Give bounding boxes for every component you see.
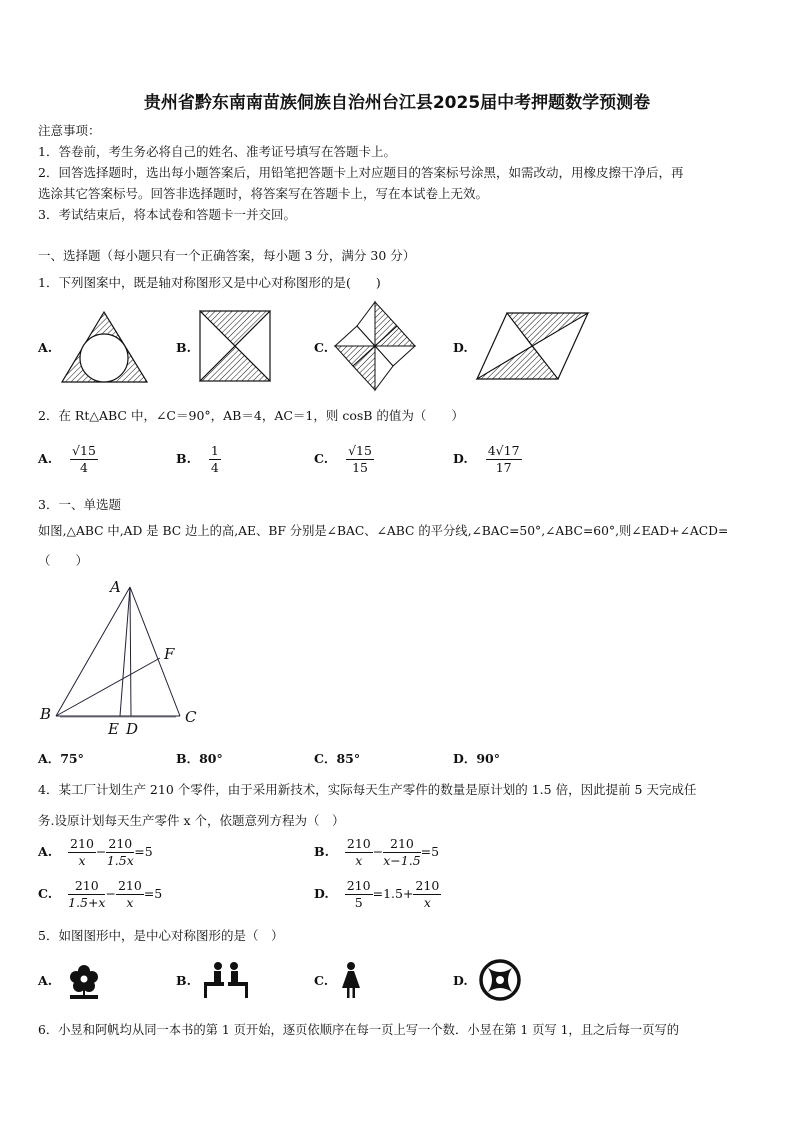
notice-item: 1．答卷前，考生务必将自己的姓名、准考证号填写在答题卡上。 bbox=[38, 144, 396, 159]
q4-b-frac2-num: 210 bbox=[383, 836, 420, 853]
q4-c-rhs: =5 bbox=[143, 886, 163, 901]
circle-x-icon bbox=[481, 961, 519, 999]
q4-d-frac2-num: 210 bbox=[415, 878, 440, 893]
point-label-b: B bbox=[40, 705, 52, 723]
section-heading: 一、选择题（每小题只有一个正确答案，每小题 3 分，满分 30 分） bbox=[38, 248, 416, 263]
point-label-f: F bbox=[164, 645, 175, 663]
q2-d-denominator: 17 bbox=[495, 460, 512, 475]
q2-b-denominator: 4 bbox=[210, 460, 219, 475]
q1-stem: 1．下列图案中，既是轴对称图形又是中心对称图形的是( ) bbox=[38, 275, 381, 290]
q2-b-numerator: 1 bbox=[210, 443, 219, 458]
q5-option-a-label: A. bbox=[38, 973, 53, 988]
q3-stem: 如图,△ABC 中,AD 是 BC 边上的高,AE、BF 分别是∠BAC、∠ABC 的平分线,∠BAC=50°,∠ABC=60°,则∠EAD+∠ACD= bbox=[38, 524, 729, 538]
q4-d-frac1-num: 210 bbox=[346, 878, 371, 893]
q4-b-frac2-den: x−1.5 bbox=[383, 853, 421, 868]
q4-b-frac1-num: 210 bbox=[346, 836, 371, 851]
q1-option-d-label: D. bbox=[453, 340, 468, 355]
q4-option-b-label: B. bbox=[314, 844, 329, 859]
q4-option-d bbox=[314, 878, 441, 911]
q1-figure-c bbox=[335, 302, 415, 390]
q4-b-frac1-den: x bbox=[355, 853, 363, 868]
q4-c-frac2-den: x bbox=[126, 895, 134, 910]
q2-c-denominator: 15 bbox=[352, 460, 368, 475]
q4-a-frac2-num: 210 bbox=[108, 836, 133, 851]
q3-triangle-figure bbox=[56, 587, 180, 717]
q4-a-frac1-num: 210 bbox=[70, 836, 94, 851]
q4-option-b bbox=[314, 836, 439, 869]
q2-option-b bbox=[176, 443, 221, 476]
q2-option-a-label: A. bbox=[38, 451, 53, 466]
q1-figure-a bbox=[62, 312, 147, 382]
q3-blank: （ ） bbox=[38, 553, 89, 568]
q4-option-a bbox=[38, 836, 153, 869]
q4-b-rhs: =5 bbox=[420, 844, 440, 859]
notice-item: 2．回答选择题时，选出每小题答案后，用铅笔把答题卡上对应题目的答案标号涂黑，如需改动，用橡皮擦干净后，再 bbox=[38, 165, 684, 180]
q4-c-operator: − bbox=[105, 886, 116, 901]
q1-option-a-label: A. bbox=[38, 340, 53, 355]
q4-option-c-label: C. bbox=[38, 886, 53, 901]
q4-option-a-label: A. bbox=[38, 844, 53, 859]
point-label-d: D bbox=[126, 720, 139, 738]
notice-item: 3．考试结束后，将本试卷和答题卡一并交回。 bbox=[38, 207, 296, 222]
q3-option-b: B．80° bbox=[176, 751, 223, 766]
point-label-c: C bbox=[185, 708, 197, 726]
q2-c-numerator: √15 bbox=[348, 443, 372, 458]
q4-c-frac1-num: 210 bbox=[68, 878, 105, 895]
q1-option-b-label: B. bbox=[176, 340, 191, 355]
q2-option-b-label: B. bbox=[176, 451, 191, 466]
woman-icon bbox=[342, 962, 360, 998]
q2-option-d bbox=[453, 443, 522, 476]
q4-c-frac1-den: 1.5+x bbox=[68, 895, 106, 910]
q4-option-c bbox=[38, 878, 162, 911]
q4-b-operator: − bbox=[372, 844, 384, 859]
q4-d-frac2-den: x bbox=[423, 895, 431, 910]
q4-c-frac2-num: 210 bbox=[117, 878, 142, 893]
point-label-a: A bbox=[110, 578, 121, 596]
q4-option-d-label: D. bbox=[314, 886, 329, 901]
q4-a-frac1-den: x bbox=[78, 853, 86, 868]
point-label-e: E bbox=[108, 720, 119, 738]
flower-icon bbox=[70, 965, 98, 999]
q5-stem: 5．如图图形中，是中心对称图形的是（ ） bbox=[38, 928, 284, 943]
page-title: 贵州省黔东南南苗族侗族自治州台江县2025届中考押题数学预测卷 bbox=[143, 93, 651, 113]
notice-heading: 注意事项： bbox=[38, 123, 101, 138]
q1-figure-b bbox=[200, 311, 270, 381]
notice-item: 选涂其它答案标号。回答非选择题时，将答案写在答题卡上，写在本试卷上无效。 bbox=[38, 186, 489, 201]
q3-header: 3．一、单选题 bbox=[38, 497, 121, 512]
q4-a-frac2-den: 1.5x bbox=[106, 853, 134, 868]
q4-a-rhs: =5 bbox=[134, 844, 153, 859]
q2-a-denominator: 4 bbox=[80, 460, 88, 475]
q4-stem-line1: 4．某工厂计划生产 210 个零件，由于采用新技术，实际每天生产零件的数量是原计划的 1.5 倍，因此提前 5 天完成任 bbox=[38, 782, 697, 797]
q5-option-b-label: B. bbox=[176, 973, 191, 988]
q3-option-a: A．75° bbox=[38, 751, 84, 766]
q2-a-numerator: √15 bbox=[72, 443, 96, 458]
q1-option-c-label: C. bbox=[314, 340, 329, 355]
q5-option-c-label: C. bbox=[314, 973, 329, 988]
q2-option-d-label: D. bbox=[453, 451, 468, 466]
q4-d-operator: =1.5+ bbox=[372, 886, 414, 901]
q1-figure-d bbox=[477, 313, 588, 379]
q2-d-numerator: 4√17 bbox=[487, 443, 520, 458]
q6-stem: 6．小昱和阿帆均从同一本书的第 1 页开始，逐页依顺序在每一页上写一个数．小昱在第 1 页写 1，且之后每一页写的 bbox=[38, 1023, 680, 1037]
q2-option-c-label: C. bbox=[314, 451, 329, 466]
q3-option-c: C．85° bbox=[314, 751, 361, 766]
seated-people-icon bbox=[204, 962, 248, 998]
q5-option-d-label: D. bbox=[453, 973, 468, 988]
q2-option-a bbox=[38, 443, 98, 476]
q2-stem: 2．在 Rt△ABC 中，∠C＝90°，AB＝4，AC＝1，则 cosB 的值为（ ） bbox=[38, 408, 464, 423]
q4-a-operator: − bbox=[95, 844, 107, 859]
q2-option-c bbox=[314, 443, 374, 476]
q3-option-d: D．90° bbox=[453, 751, 500, 766]
q4-d-frac1-den: 5 bbox=[354, 895, 363, 910]
q4-stem-line2: 务.设原计划每天生产零件 x 个，依题意列方程为（ ） bbox=[38, 813, 345, 828]
